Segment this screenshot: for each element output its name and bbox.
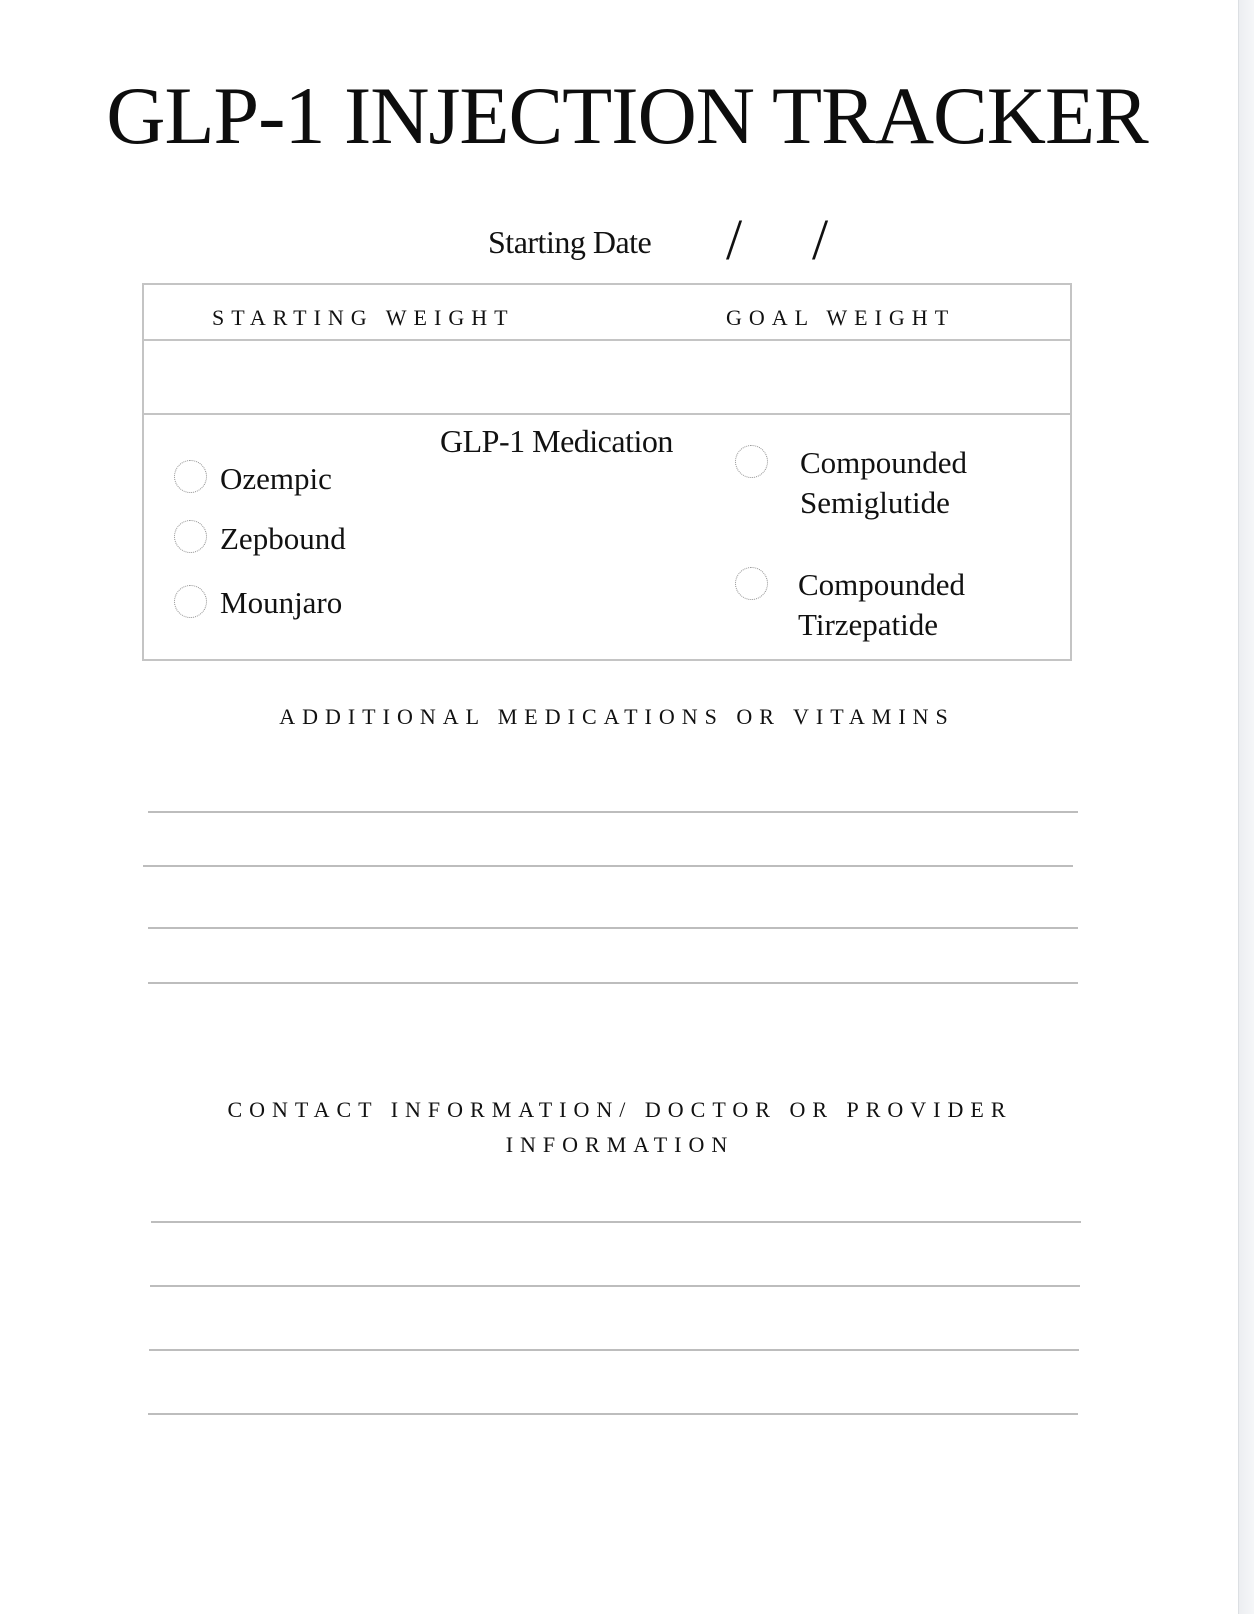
page-title: GLP-1 INJECTION TRACKER bbox=[106, 70, 1148, 161]
ozempic-label: Ozempic bbox=[220, 461, 332, 496]
ozempic-radio[interactable] bbox=[174, 460, 207, 493]
date-separator-2: / bbox=[812, 207, 829, 272]
contact-line-3[interactable] bbox=[149, 1349, 1079, 1351]
additional-medications-line-3[interactable] bbox=[148, 927, 1078, 929]
page-edge-shadow bbox=[1238, 0, 1254, 1614]
starting-weight-label: STARTING WEIGHT bbox=[212, 305, 515, 330]
compounded-semiglutide-radio[interactable] bbox=[735, 445, 768, 478]
additional-medications-heading: ADDITIONAL MEDICATIONS OR VITAMINS bbox=[279, 704, 955, 729]
compounded-semiglutide-label: Compounded Semiglutide bbox=[800, 445, 968, 520]
weights-header-divider bbox=[144, 339, 1070, 341]
additional-medications-line-4[interactable] bbox=[148, 982, 1078, 984]
contact-information-heading: CONTACT INFORMATION/ DOCTOR OR PROVIDER INFORMATION bbox=[227, 1097, 1013, 1157]
date-separator-1: / bbox=[726, 207, 743, 272]
additional-medications-line-1[interactable] bbox=[148, 811, 1078, 813]
weights-bottom-divider bbox=[144, 413, 1070, 415]
compounded-tirzepatide-label: Compounded Tirzepatide bbox=[798, 567, 966, 642]
contact-line-2[interactable] bbox=[150, 1285, 1080, 1287]
medication-heading: GLP-1 Medication bbox=[440, 423, 673, 459]
starting-date-label: Starting Date bbox=[488, 224, 652, 260]
compounded-tirzepatide-radio[interactable] bbox=[735, 567, 768, 600]
goal-weight-label: GOAL WEIGHT bbox=[726, 305, 956, 330]
additional-medications-line-2[interactable] bbox=[143, 865, 1073, 867]
weights-and-medication-box bbox=[142, 283, 1072, 661]
zepbound-label: Zepbound bbox=[220, 521, 346, 556]
mounjaro-radio[interactable] bbox=[174, 585, 207, 618]
zepbound-radio[interactable] bbox=[174, 520, 207, 553]
contact-line-4[interactable] bbox=[148, 1413, 1078, 1415]
mounjaro-label: Mounjaro bbox=[220, 585, 343, 620]
contact-line-1[interactable] bbox=[151, 1221, 1081, 1223]
